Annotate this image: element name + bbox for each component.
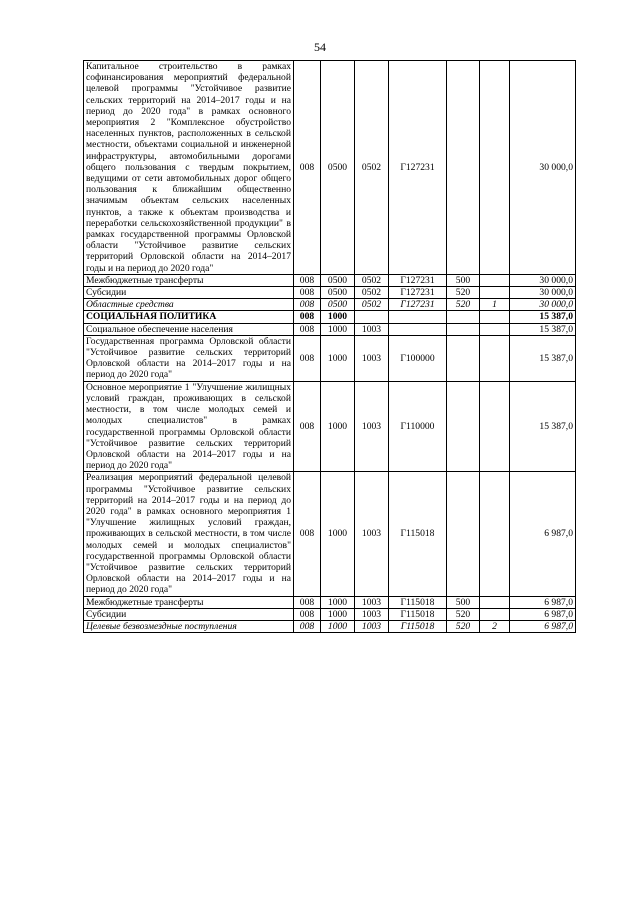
row-pr — [355, 311, 389, 323]
row-vr: 520 — [447, 608, 480, 620]
row-pr: 1003 — [355, 608, 389, 620]
row-sum: 6 987,0 — [510, 620, 576, 632]
row-pr: 1003 — [355, 323, 389, 335]
row-name: Основное мероприятие 1 "Улучшение жилищных условий граждан, проживающих в сельской местности, в том числе молодых семей и молодых специалистов" в рамках государственной программы Орловской области "Устойчивое развитие сельских территорий Орловской области на 2014–2017 годы и на период до 2020 года" — [84, 381, 294, 472]
row-sum: 30 000,0 — [510, 61, 576, 275]
table-row — [84, 323, 576, 335]
row-csr: Г100000 — [389, 335, 447, 381]
row-grbs: 008 — [294, 323, 321, 335]
row-src — [480, 381, 510, 472]
row-name: Капитальное строительство в рамках софинансирования мероприятий федеральной целевой программы "Устойчивое развитие сельских территорий на 2014–2017 годы и на период до 2020 года" в рамках основного мероприятия 2 "Комплексное обустройство населенных пунктов, расположенных в сельской местности, объектами социальной и инженерной инфраструктуры, автомобильными дорогами общего пользования с твердым покрытием, ведущими от сети автомобильных дорог общего пользования к ближайшим общественно значимым объектам сельских населенных пунктов, а также к объектам производства и переработки сельскохозяйственной продукции" в рамках государственной программы Орловской области "Устойчивое развитие сельских территорий Орловской области на 2014–2017 годы и на период до 2020 года" — [84, 61, 294, 275]
table-row — [84, 620, 576, 632]
row-rz: 1000 — [321, 381, 355, 472]
row-pr: 1003 — [355, 381, 389, 472]
row-grbs: 008 — [294, 299, 321, 311]
row-csr: Г127231 — [389, 61, 447, 275]
row-grbs: 008 — [294, 61, 321, 275]
row-sum: 6 987,0 — [510, 596, 576, 608]
row-vr: 500 — [447, 596, 480, 608]
row-name: СОЦИАЛЬНАЯ ПОЛИТИКА — [84, 311, 294, 323]
row-src — [480, 335, 510, 381]
row-rz: 0500 — [321, 61, 355, 275]
row-name: Субсидии — [84, 608, 294, 620]
table-row — [84, 61, 576, 275]
row-vr: 520 — [447, 287, 480, 299]
row-sum: 30 000,0 — [510, 299, 576, 311]
row-csr: Г110000 — [389, 381, 447, 472]
row-vr — [447, 61, 480, 275]
row-csr: Г115018 — [389, 608, 447, 620]
table-row — [84, 311, 576, 323]
row-rz: 1000 — [321, 323, 355, 335]
row-grbs: 008 — [294, 287, 321, 299]
table-row — [84, 335, 576, 381]
table-row — [84, 381, 576, 472]
row-pr: 0502 — [355, 299, 389, 311]
row-grbs: 008 — [294, 596, 321, 608]
row-grbs: 008 — [294, 620, 321, 632]
table-row — [84, 608, 576, 620]
row-src — [480, 323, 510, 335]
row-sum: 30 000,0 — [510, 274, 576, 286]
row-src — [480, 596, 510, 608]
row-vr: 520 — [447, 620, 480, 632]
row-name: Областные средства — [84, 299, 294, 311]
row-sum: 6 987,0 — [510, 608, 576, 620]
row-pr: 0502 — [355, 287, 389, 299]
row-vr — [447, 311, 480, 323]
row-pr: 1003 — [355, 472, 389, 596]
table-row — [84, 472, 576, 596]
row-vr — [447, 335, 480, 381]
row-pr: 0502 — [355, 274, 389, 286]
row-src — [480, 608, 510, 620]
row-rz: 1000 — [321, 608, 355, 620]
row-grbs: 008 — [294, 608, 321, 620]
row-sum: 6 987,0 — [510, 472, 576, 596]
row-grbs: 008 — [294, 381, 321, 472]
row-rz: 0500 — [321, 287, 355, 299]
budget-table — [83, 60, 576, 633]
row-csr: Г127231 — [389, 274, 447, 286]
row-sum: 30 000,0 — [510, 287, 576, 299]
row-csr: Г115018 — [389, 472, 447, 596]
row-sum: 15 387,0 — [510, 381, 576, 472]
row-csr: Г115018 — [389, 620, 447, 632]
row-grbs: 008 — [294, 335, 321, 381]
row-sum: 15 387,0 — [510, 335, 576, 381]
row-vr — [447, 472, 480, 596]
table-row — [84, 274, 576, 286]
page-number: 54 — [314, 40, 326, 54]
row-src: 2 — [480, 620, 510, 632]
row-pr: 1003 — [355, 335, 389, 381]
table-row — [84, 299, 576, 311]
row-sum: 15 387,0 — [510, 323, 576, 335]
row-vr: 500 — [447, 274, 480, 286]
row-grbs: 008 — [294, 274, 321, 286]
row-src: 1 — [480, 299, 510, 311]
row-csr — [389, 323, 447, 335]
row-sum: 15 387,0 — [510, 311, 576, 323]
row-src — [480, 274, 510, 286]
row-name: Межбюджетные трансферты — [84, 596, 294, 608]
row-name: Межбюджетные трансферты — [84, 274, 294, 286]
row-csr: Г115018 — [389, 596, 447, 608]
row-name: Социальное обеспечение населения — [84, 323, 294, 335]
table-row — [84, 287, 576, 299]
row-pr: 0502 — [355, 61, 389, 275]
row-pr: 1003 — [355, 596, 389, 608]
row-grbs: 008 — [294, 311, 321, 323]
row-pr: 1003 — [355, 620, 389, 632]
table-row — [84, 596, 576, 608]
row-src — [480, 287, 510, 299]
row-rz: 1000 — [321, 472, 355, 596]
row-vr — [447, 323, 480, 335]
row-src — [480, 61, 510, 275]
row-csr: Г127231 — [389, 287, 447, 299]
row-rz: 0500 — [321, 274, 355, 286]
row-rz: 0500 — [321, 299, 355, 311]
row-vr — [447, 381, 480, 472]
row-name: Государственная программа Орловской области "Устойчивое развитие сельских территорий Орловской области на 2014–2017 годы и на период до 2020 года" — [84, 335, 294, 381]
row-name: Реализация мероприятий федеральной целевой программы "Устойчивое развитие сельских территорий на 2014–2017 годы и на период до 2020 года" в рамках основного мероприятия 1 "Улучшение жилищных условий граждан, проживающих в сельской местности, в том числе молодых семей и молодых специалистов" государственной программы Орловской области "Устойчивое развитие сельских территорий Орловской области на 2014–2017 годы и на период до 2020 года" — [84, 472, 294, 596]
row-rz: 1000 — [321, 620, 355, 632]
row-csr — [389, 311, 447, 323]
row-name: Целевые безвозмездные поступления — [84, 620, 294, 632]
row-grbs: 008 — [294, 472, 321, 596]
row-rz: 1000 — [321, 596, 355, 608]
row-csr: Г127231 — [389, 299, 447, 311]
row-rz: 1000 — [321, 335, 355, 381]
row-vr: 520 — [447, 299, 480, 311]
row-name: Субсидии — [84, 287, 294, 299]
row-rz: 1000 — [321, 311, 355, 323]
row-src — [480, 472, 510, 596]
row-src — [480, 311, 510, 323]
